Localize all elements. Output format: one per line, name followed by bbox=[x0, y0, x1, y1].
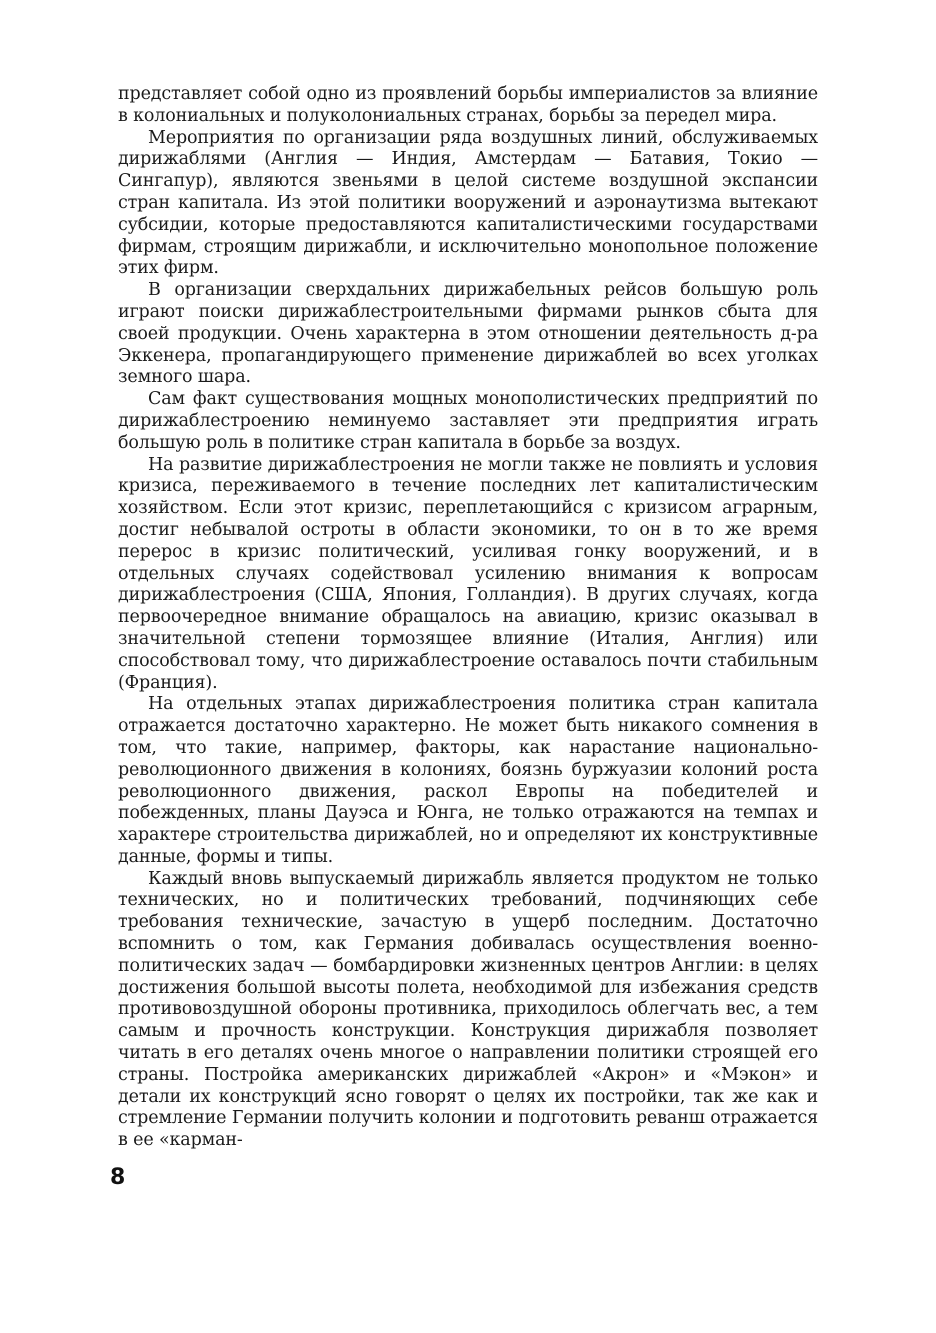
page-number: 8 bbox=[110, 1165, 126, 1190]
paragraph: На отдельных этапах дирижаблестроения политика стран капитала отражается достаточно характерно. Не может быть никакого сомнения в том, что такие, например, факторы, как нарастание национально-революционного движения в колониях, боязнь буржуазии колоний роста революционного движения, раскол Европы на победителей и побежденных, планы Дауэса и Юнга, не только отражаются на темпах и характере строительства дирижаблей, но и определяют их конструктивные данные, формы и типы. bbox=[118, 694, 818, 867]
paragraph: Мероприятия по организации ряда воздушных линий, обслуживаемых дирижаблями (Англия — Индия, Амстердам — Батавия, Токио — Сингапур), являются звеньями в целой системе воздушной экспансии стран капитала. Из этой политики вооружений и аэронаутизма вытекают субсидии, которые предоставляются капиталистическими государствами фирмам, строящим дирижабли, и исключительно монопольное положение этих фирм. bbox=[118, 127, 818, 279]
paragraph: Каждый вновь выпускаемый дирижабль является продуктом не только технических, но и политических требований, подчиняющих себе требования технические, зачастую в ущерб последним. Достаточно вспомнить о том, как Германия добивалась осуществления военно-политических задач — бомбардировки жизненных центров Англии: в целях достижения большой высоты полета, необходимой для избежания средств противовоздушной обороны противника, приходилось облегчать вес, а тем самым и прочность конструкции. Конструкция дирижабля позволяет читать в его деталях очень многое о направлении политики строящей его страны. Постройка американских дирижаблей «Акрон» и «Мэкон» и детали их конструкций ясно говорят о целях их постройки, так же как и стремление Германии получить колонии и подготовить реванш отражается в ее «карман- bbox=[118, 868, 818, 1151]
paragraph: На развитие дирижаблестроения не могли также не повлиять и условия кризиса, переживаемого в течение последних лет капиталистическим хозяйством. Если этот кризис, переплетающийся с кризисом аграрным, достиг небывалой остроты в области экономики, то он в то же время перерос в кризис политический, усиливая гонку вооружений, и в отдельных случаях содействовал усилению внимания к вопросам дирижаблестроения (США, Япония, Голландия). В других случаях, когда первоочередное внимание обращалось на авиацию, кризис оказывал в значительной степени тормозящее влияние (Италия, Англия) или способствовал тому, что дирижаблестроение оставалось почти стабильным (Франция). bbox=[118, 454, 818, 693]
page-text-body bbox=[118, 84, 818, 1152]
paragraph: В организации сверхдальних дирижабельных рейсов большую роль играют поиски дирижаблестроительными фирмами рынков сбыта для своей продукции. Очень характерна в этом отношении деятельность д-ра Эккенера, пропагандирующего применение дирижаблей во всех уголках земного шара. bbox=[118, 280, 818, 388]
paragraph: представляет собой одно из проявлений борьбы империалистов за влияние в колониальных и полуколониальных странах, борьбы за передел мира. bbox=[118, 84, 818, 126]
paragraph: Сам факт существования мощных монополистических предприятий по дирижаблестроению неминуемо заставляет эти предприятия играть большую роль в политике стран капитала в борьбе за воздух. bbox=[118, 389, 818, 453]
